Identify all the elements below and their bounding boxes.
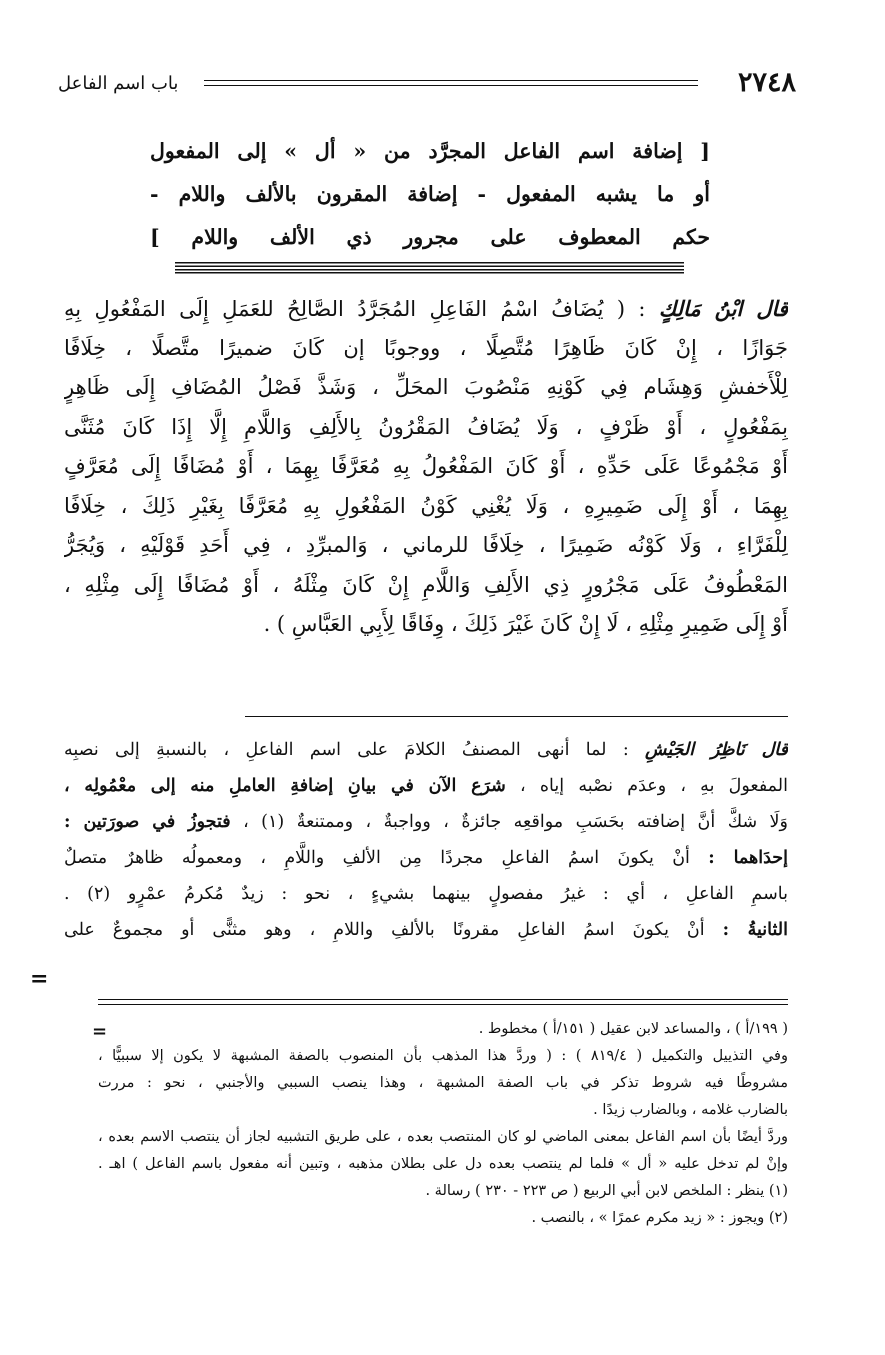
footnote-continuation-mark: = — [92, 1021, 108, 1042]
footnote-separator — [98, 999, 788, 1005]
footnote-1: (١) ينظر : الملخص لابن أبي الربيع ( ص ٢٢٣ - ٢٣٠ ) رسالة . — [425, 1183, 788, 1199]
footnote-line: وفي التذييل والتكميل ( ٨١٩/٤ ) : ( وردَّ هذا المذهب بأن المنصوب بالصفة المشبهة لا يكون إلا سببيًّا ، — [98, 1048, 788, 1064]
author-name: قال ابْنُ مَالِكٍ — [658, 296, 788, 321]
matn-line: لِلْأَخفشِ وَهِشَام فِي كَوْنِهِ مَنْصُوبَ المحَلِّ ، وَشَذَّ فَصْلُ المُضَافِ إِلَى ظَاهِرٍ — [64, 375, 788, 399]
heading-line-1: [ إضافة اسم الفاعل المجرَّد من « أل » إلى المفعول — [150, 139, 710, 163]
commentary-line: باسمِ الفاعلِ ، أي : غيرُ مفصولٍ بينهما بشيءٍ ، نحو : زيدٌ مُكرمُ عمْرٍو (٢) . — [64, 884, 788, 904]
footnote-line: مشروطًا فيه شروط تذكر في باب الصفة المشبهة ، وهذا ينصب السببي والأجنبي ، نحو : مررت — [98, 1075, 788, 1091]
heading-line-3: حكم المعطوف على مجرور ذي الألف واللام ] — [150, 225, 710, 249]
footnote-line: وإنْ لم تدخل عليه « أل » فلما لم ينتصب بعده دل على بطلان مذهبه ، وتبين أنه مفعول باسم الفاعل ) اهـ . — [98, 1156, 788, 1172]
commentary-line: وَلَا شكَّ أنَّ إضافته بحَسَبِ مواقعِه جائزةٌ ، وواجبةٌ ، وممتنعةٌ (١) ، فتجوزُ في صورَتين : — [64, 812, 788, 832]
footnotes — [98, 1016, 788, 1232]
matn-line: المَعْطُوفُ عَلَى مَجْرُورٍ ذِي الأَلِفِ وَاللَّامِ إِنْ كَانَ مِثْلَهُ ، أَوْ مُضَافًا إِلَى مِثْلِهِ ، — [64, 572, 788, 597]
footnote-line: ( ١٩٩/أ ) ، والمساعد لابن عقيل ( ١٥١/أ ) مخطوط . — [478, 1021, 788, 1037]
running-header — [58, 68, 796, 98]
footnote-line: بالضارب غلامه ، وبالضارب زيدًا . — [593, 1102, 788, 1118]
page-number: ٢٧٤٨ — [737, 67, 796, 98]
heading-line-2: أو ما يشبه المفعول - إضافة المقرون بالألف واللام - — [150, 182, 710, 206]
matn-text — [64, 289, 788, 645]
matn-line: قال ابْنُ مَالِكٍ : ( يُضَافُ اسْمُ الفَاعِلِ المُجَرَّدُ الصَّالِحُ للعَمَلِ إِلَى المَفْعُولِ بِهِ — [64, 296, 788, 321]
matn-line: أَوْ مَجْمُوعًا عَلَى حَدِّهِ ، أَوْ كَانَ المَفْعُولُ بِهِ مُعَرَّفًا بِهِمَا ، أَوْ مُضَافًا إِلَى مُعَرَّفٍ — [64, 454, 788, 478]
commentary-line: قال نَاظِرُ الجَيْشِ : لما أنهى المصنفُ الكلامَ على اسم الفاعلِ ، بالنسبةِ إلى نصبِه — [64, 740, 788, 760]
footnote-2: (٢) ويجوز : « زيد مكرم عمرًا » ، بالنصب . — [531, 1210, 788, 1226]
matn-separator — [245, 716, 788, 717]
commentary-text — [64, 732, 788, 948]
author-name: قال نَاظِرُ الجَيْشِ — [645, 740, 788, 760]
continuation-mark: = — [30, 966, 49, 992]
matn-line: جَوَازًا ، إِنْ كَانَ ظَاهِرًا مُتَّصِلًا ، ووجوبًا إن كَانَ ضميرًا متَّصلًا ، خِلَافًا — [64, 335, 788, 360]
matn-line: بِمَفْعُولٍ ، أَوْ ظَرْفٍ ، وَلَا يُضَافُ المَقْرُونُ بِالأَلِفِ وَاللَّامِ إِلَّا إِذَا كَانَ مُثَنَّى — [64, 414, 788, 439]
commentary-line: إحدَاهما : أنْ يكونَ اسمُ الفاعلِ مجردًا مِن الألفِ واللَّامِ ، ومعمولُه ظاهرٌ متصلٌ — [64, 848, 788, 868]
heading-underline — [175, 262, 684, 275]
section-heading — [150, 130, 710, 259]
matn-line: لِلْفَرَّاءِ ، وَلَا كَوْنُه ضَمِيرًا ، خِلَافًا للرماني ، وَالمبرِّدِ ، فِي أَحَدِ قَوْلَيْهِ ، وَيُجَرُّ — [64, 533, 788, 557]
header-rule — [204, 80, 698, 86]
commentary-line: المفعولَ بهِ ، وعدَم نصْبه إياه ، شرَع الآن في بيانِ إضافةِ العاملِ منه إلى معْمُولِه ، — [64, 776, 788, 796]
footnote-line: وردَّ أيضًا بأن اسم الفاعل بمعنى الماضي لو كان المنتصب بعده ، على طريق التشبيه لجاز أن ينتصب الاسم بعده ، — [98, 1129, 788, 1145]
chapter-title: باب اسم الفاعل — [58, 73, 179, 94]
commentary-line: الثانيةُ : أنْ يكونَ اسمُ الفاعلِ مقرونًا بالألفِ واللامِ ، وهو مثنًّى أو مجموعٌ على — [64, 920, 788, 940]
matn-line: بِهِمَا ، أَوْ إِلَى ضَمِيرِهِ ، وَلَا يُغْنِي كَوْنُ المَفْعُولِ بِهِ مُعَرَّفًا بِغَيْرِ ذَلِكَ ، خِلَافًا — [64, 493, 788, 518]
matn-line: أَوْ إِلَى ضَمِيرِ مِثْلِهِ ، لَا إِنْ كَانَ غَيْرَ ذَلِكَ ، وِفَاقًا لِأَبِي العَبَّاسِ ) . — [263, 612, 788, 636]
